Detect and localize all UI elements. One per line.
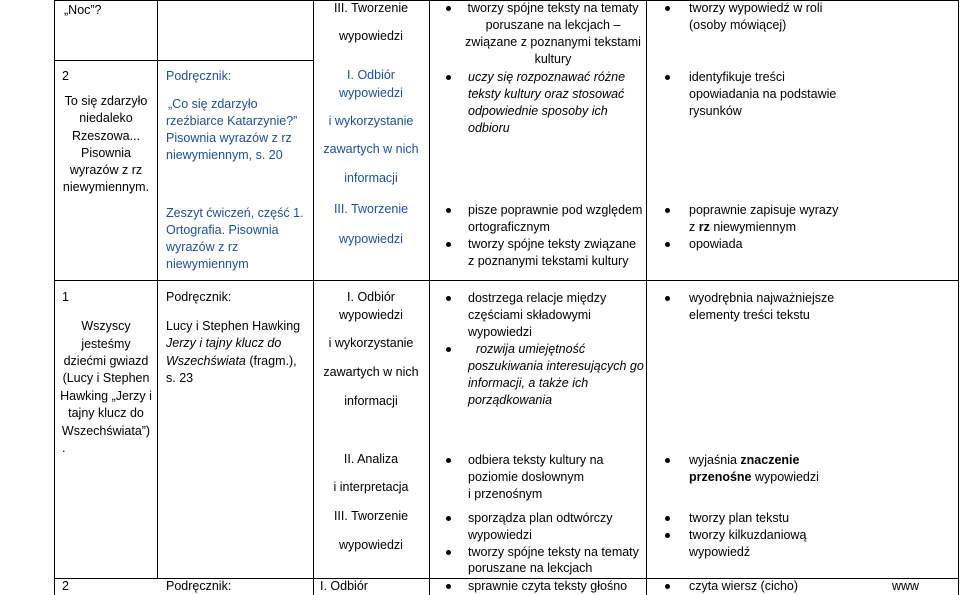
- goal-text: sprawnie czyta teksty głośno: [468, 579, 628, 593]
- outcome-text: przenośne wypowiedzi: [689, 470, 819, 484]
- goal-text: informacji, a także ich: [468, 376, 589, 390]
- lesson-title: tajny klucz do: [68, 406, 144, 420]
- goal-text: odbiera teksty kultury na: [468, 453, 604, 467]
- goal-text: tworzy spójne teksty związane: [468, 237, 637, 251]
- goal-text: poszukiwania interesujących go: [468, 359, 644, 373]
- bullet-icon: [665, 6, 670, 11]
- lesson-title: jesteśmy: [81, 337, 131, 351]
- bullet-icon: [446, 6, 451, 11]
- lesson-title: To się zdarzyło: [64, 94, 148, 108]
- goal-text: i przenośnym: [468, 487, 543, 501]
- lesson-title: (Lucy i Stephen: [62, 371, 150, 385]
- materials-text: Jerzy i tajny klucz do: [166, 336, 282, 350]
- outcome-text: poprawnie zapisuje wyrazy: [689, 203, 839, 217]
- stage-label: I. Odbiór: [347, 68, 395, 82]
- grid-line: [958, 0, 959, 595]
- bullet-icon: [446, 347, 451, 352]
- grid-line: [429, 0, 430, 595]
- outcome-text: elementy treści tekstu: [689, 308, 810, 322]
- materials-text: rzeźbiarce Katarzynie?”: [166, 114, 298, 128]
- stage-label: II. Analiza: [343, 452, 399, 466]
- grid-line: [157, 0, 158, 578]
- bullet-icon: [446, 75, 451, 80]
- lesson-title: Pisownia: [80, 146, 132, 160]
- goal-text: pisze poprawnie pod względem: [468, 203, 643, 217]
- lesson-number: 2: [62, 579, 69, 593]
- outcome-text: wypowiedź: [689, 545, 751, 559]
- lesson-title: Wszechświata”): [61, 424, 151, 438]
- materials-text: Pisownia wyrazów z rz: [166, 131, 292, 145]
- goal-text: wypowiedzi: [468, 528, 532, 542]
- grid-line: [54, 60, 313, 61]
- outcome-text: z rz niewymiennym: [689, 220, 796, 234]
- stage-label: i wykorzystanie: [328, 114, 414, 128]
- lesson-title: Wszyscy: [81, 319, 131, 333]
- lesson-number: 1: [62, 290, 69, 304]
- stage-label: III. Tworzenie: [333, 1, 409, 15]
- bullet-icon: [446, 242, 451, 247]
- stage-label: informacji: [344, 171, 398, 185]
- outcome-text: (osoby mówiącej): [689, 18, 787, 32]
- outcome-text: opowiada: [689, 237, 743, 251]
- goal-text: poruszane na lekcjach –: [485, 18, 621, 32]
- lesson-number: 2: [62, 69, 69, 83]
- outcome-text: czyta wiersz (cicho): [689, 579, 799, 593]
- bullet-icon: [665, 533, 670, 538]
- outcome-text: rysunków: [689, 104, 742, 118]
- bullet-icon: [665, 458, 670, 463]
- stage-label: wypowiedzi: [339, 29, 403, 43]
- goal-text: odpowiednie sposoby ich: [468, 104, 608, 118]
- goal-text: teksty kultury oraz stosować: [468, 87, 625, 101]
- extra-column-text: www: [892, 579, 920, 593]
- stage-label: I. Odbiór: [320, 579, 368, 593]
- goal-text: ortograficznym: [468, 220, 550, 234]
- stage-label: zawartych w nich: [323, 142, 419, 156]
- goal-text: z poznanymi tekstami kultury: [468, 254, 629, 268]
- materials-text: Ortografia. Pisownia: [166, 223, 279, 237]
- lesson-title-noc: „Noc”?: [64, 3, 102, 17]
- goal-text: odbioru: [468, 121, 510, 135]
- goal-text: poruszane na lekcjach: [468, 561, 593, 575]
- outcome-text: tworzy plan tekstu: [689, 511, 790, 525]
- bullet-icon: [665, 242, 670, 247]
- lesson-title: niedaleko: [79, 111, 133, 125]
- grid-line: [54, 280, 959, 281]
- outcome-text: identyfikuje treści: [689, 70, 785, 84]
- bullet-icon: [665, 584, 670, 589]
- goal-text: kultury: [534, 52, 572, 66]
- goal-text: tworzy spójne teksty na tematy: [468, 545, 639, 559]
- grid-line: [646, 0, 647, 595]
- goal-text: wypowiedzi: [468, 325, 532, 339]
- stage-label: I. Odbiór: [347, 290, 395, 304]
- stage-label: III. Tworzenie: [333, 202, 409, 216]
- grid-line: [54, 0, 55, 595]
- goal-text: poziomie dosłownym: [468, 470, 585, 484]
- materials-text: Wszechświata (fragm.),: [166, 354, 297, 368]
- lesson-title: dziećmi gwiazd: [63, 354, 149, 368]
- bullet-icon: [665, 75, 670, 80]
- bullet-icon: [665, 208, 670, 213]
- outcome-text: wyjaśnia znaczenie: [689, 453, 800, 467]
- lesson-title: niewymiennym.: [62, 180, 150, 194]
- stage-label: i interpretacja: [333, 480, 409, 494]
- materials-heading: Podręcznik:: [166, 579, 232, 593]
- stage-label: III. Tworzenie: [333, 509, 409, 523]
- bullet-icon: [446, 458, 451, 463]
- bullet-icon: [665, 296, 670, 301]
- goal-text: związane z poznanymi tekstami: [465, 35, 641, 49]
- lesson-title: .: [62, 441, 66, 455]
- lesson-title: Hawking „Jerzy i: [60, 389, 152, 403]
- stage-label: i wykorzystanie: [328, 336, 414, 350]
- stage-label: zawartych w nich: [323, 365, 419, 379]
- outcome-text: wyodrębnia najważniejsze: [689, 291, 835, 305]
- materials-heading: Podręcznik:: [166, 290, 232, 304]
- goal-text: uczy się rozpoznawać różne: [468, 70, 626, 84]
- outcome-text: tworzy wypowiedź w roli: [689, 1, 823, 15]
- goal-text: częściami składowymi: [468, 308, 591, 322]
- bullet-icon: [446, 550, 451, 555]
- goal-text: sporządza plan odtwórczy: [468, 511, 613, 525]
- materials-text: Zeszyt ćwiczeń, część 1.: [166, 206, 304, 220]
- materials-text: „Co się zdarzyło: [168, 97, 258, 111]
- goal-text: dostrzega relacje między: [468, 291, 607, 305]
- goal-text: porządkowania: [468, 393, 553, 407]
- bullet-icon: [665, 516, 670, 521]
- bullet-icon: [446, 516, 451, 521]
- lesson-title: wyrazów z rz: [69, 163, 143, 177]
- bullet-icon: [446, 208, 451, 213]
- materials-text: wyrazów z rz: [166, 240, 239, 254]
- materials-text: s. 23: [166, 371, 194, 385]
- goal-text: tworzy spójne teksty na tematy: [467, 1, 639, 15]
- materials-text: niewymiennym, s. 20: [166, 148, 283, 162]
- bullet-icon: [446, 296, 451, 301]
- materials-text: Lucy i Stephen Hawking: [166, 319, 301, 333]
- stage-label: informacji: [344, 394, 398, 408]
- materials-heading: Podręcznik:: [166, 69, 232, 83]
- goal-text: rozwija umiejętność: [476, 342, 586, 356]
- stage-label: wypowiedzi: [339, 308, 403, 322]
- outcome-text: opowiadania na podstawie: [689, 87, 837, 101]
- stage-label: wypowiedzi: [339, 232, 403, 246]
- lesson-title: Rzeszowa...: [71, 129, 141, 143]
- bullet-icon: [446, 584, 451, 589]
- stage-label: wypowiedzi: [339, 538, 403, 552]
- materials-text: niewymiennym: [166, 257, 249, 271]
- outcome-text: tworzy kilkuzdaniową: [689, 528, 807, 542]
- stage-label: wypowiedzi: [339, 86, 403, 100]
